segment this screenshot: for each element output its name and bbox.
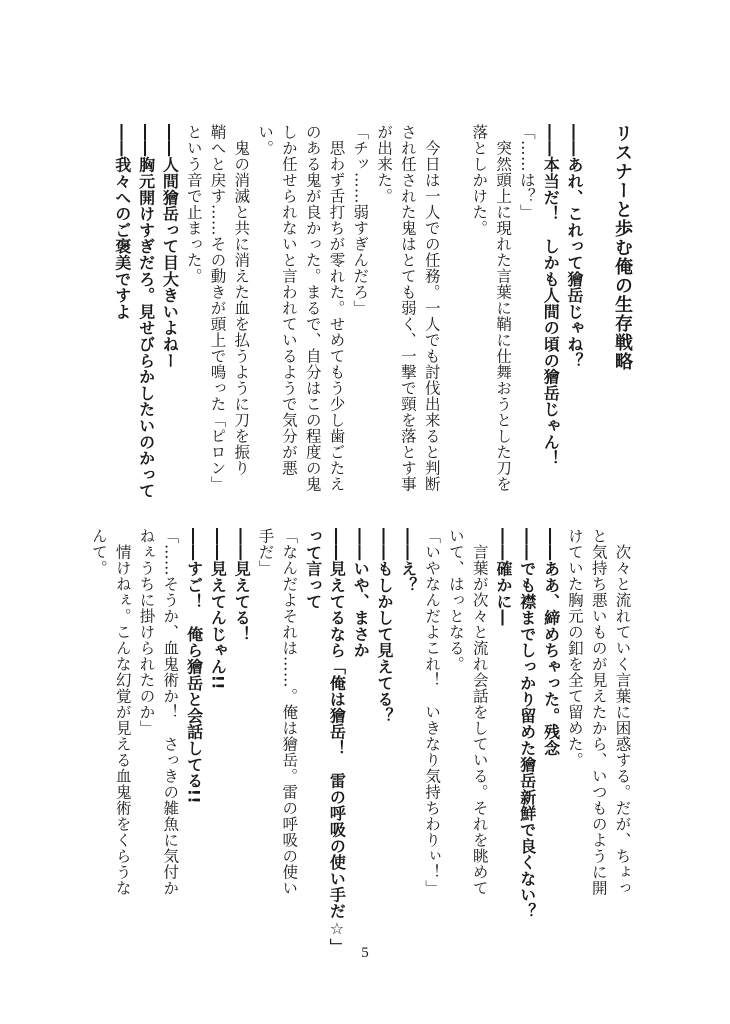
upper-line: ――我々へのご褒美ですよ [112, 124, 132, 320]
lower-line: けていた胸元の釦を全て留めた。 [565, 528, 584, 768]
lower-line: 次々と流れていく言葉に困惑する。だが、ちょっ [613, 528, 632, 896]
upper-line: され任された鬼はとても弱く、一撃で頸を落とす事 [398, 124, 417, 492]
upper-line: が出来た。 [375, 124, 394, 204]
upper-line: い。 [256, 124, 275, 156]
lower-line: ――見えてるなら「俺は獪岳！ 雷の呼吸の使い手だ☆」 [327, 528, 347, 955]
lower-line: ねぇうちに掛けられたのか」 [137, 528, 156, 736]
upper-line: ――本当だ！ しかも人間の頃の獪岳じゃん！ [541, 124, 561, 467]
upper-line: のある鬼が良かった。まるで、自分はこの程度の鬼 [303, 124, 322, 492]
lower-line: 言葉が次々と流れ会話をしている。それを眺めて [470, 528, 489, 896]
lower-line: 「いやなんだよこれ！ いきなり気持ちわりぃ！」 [423, 528, 442, 896]
lower-line: ――え？ [398, 528, 418, 594]
page-number: 5 [361, 945, 369, 961]
upper-line: 思わず舌打ちが零れた。せめてもう少し歯ごたえ [327, 124, 346, 492]
upper-line: 「チッ……弱すぎんだろ」 [351, 124, 370, 316]
lower-line: ――見えてんじゃん!! [208, 528, 228, 690]
upper-line: 「……は？」 [517, 124, 536, 220]
upper-line: ――人間獪岳って目大きいよねー [160, 124, 180, 369]
upper-line: 鬼の消滅と共に消えた血を払うように刀を振り [232, 124, 251, 476]
upper-line: ――胸元開けすぎだろ。見せびらかしたいのかって [136, 124, 156, 499]
chapter-title: リスナーと歩む俺の生存戦略 [612, 124, 633, 371]
lower-line: んて。 [89, 528, 108, 576]
upper-line: という音で止まった。 [184, 124, 203, 284]
lower-line: ――もしかして見えてる？ [375, 528, 394, 724]
lower-line: ――ああ、締めちゃった。残念 [541, 528, 561, 757]
lower-line: 「……そうか、血鬼術か！ さっきの雑魚に気付か [161, 528, 180, 896]
lower-line: ――すご！ 俺ら獪岳と会話してる!! [184, 528, 204, 804]
upper-line: 落としかけた。 [470, 124, 489, 236]
lower-line: って言って [303, 528, 323, 610]
lower-line: ――見えてる！ [232, 528, 252, 643]
lower-line: ――確かに― [494, 528, 513, 626]
lower-line: と気持ち悪いものが見えたから、いつものように開 [589, 528, 608, 896]
lower-line: ――でも襟までしっかり留めた獪岳新鮮で良くない？ [517, 528, 537, 920]
lower-line: 情けねぇ。こんな幻覚が見える血鬼術をくらうな [113, 528, 132, 896]
upper-line: 突然頭上に現れた言葉に鞘に仕舞おうとした刀を [494, 124, 513, 492]
lower-line: 「なんだよそれは……。俺は獪岳。雷の呼吸の使い [280, 528, 299, 896]
lower-line: 手だ」 [256, 528, 275, 576]
lower-line: いて、はっとなる。 [446, 528, 465, 672]
upper-line: 今日は一人での任務。一人でも討伐出来ると判断 [422, 124, 441, 492]
upper-line: しか任せられないと言われているようで気分が悪 [279, 124, 298, 476]
upper-line: 鞘へと戻す……その動きが頭上で鳴った「ピロン」 [208, 124, 227, 492]
upper-line: ――あれ、これって獪岳じゃね？ [565, 124, 584, 369]
lower-line: ――いや、まさか [351, 528, 371, 659]
